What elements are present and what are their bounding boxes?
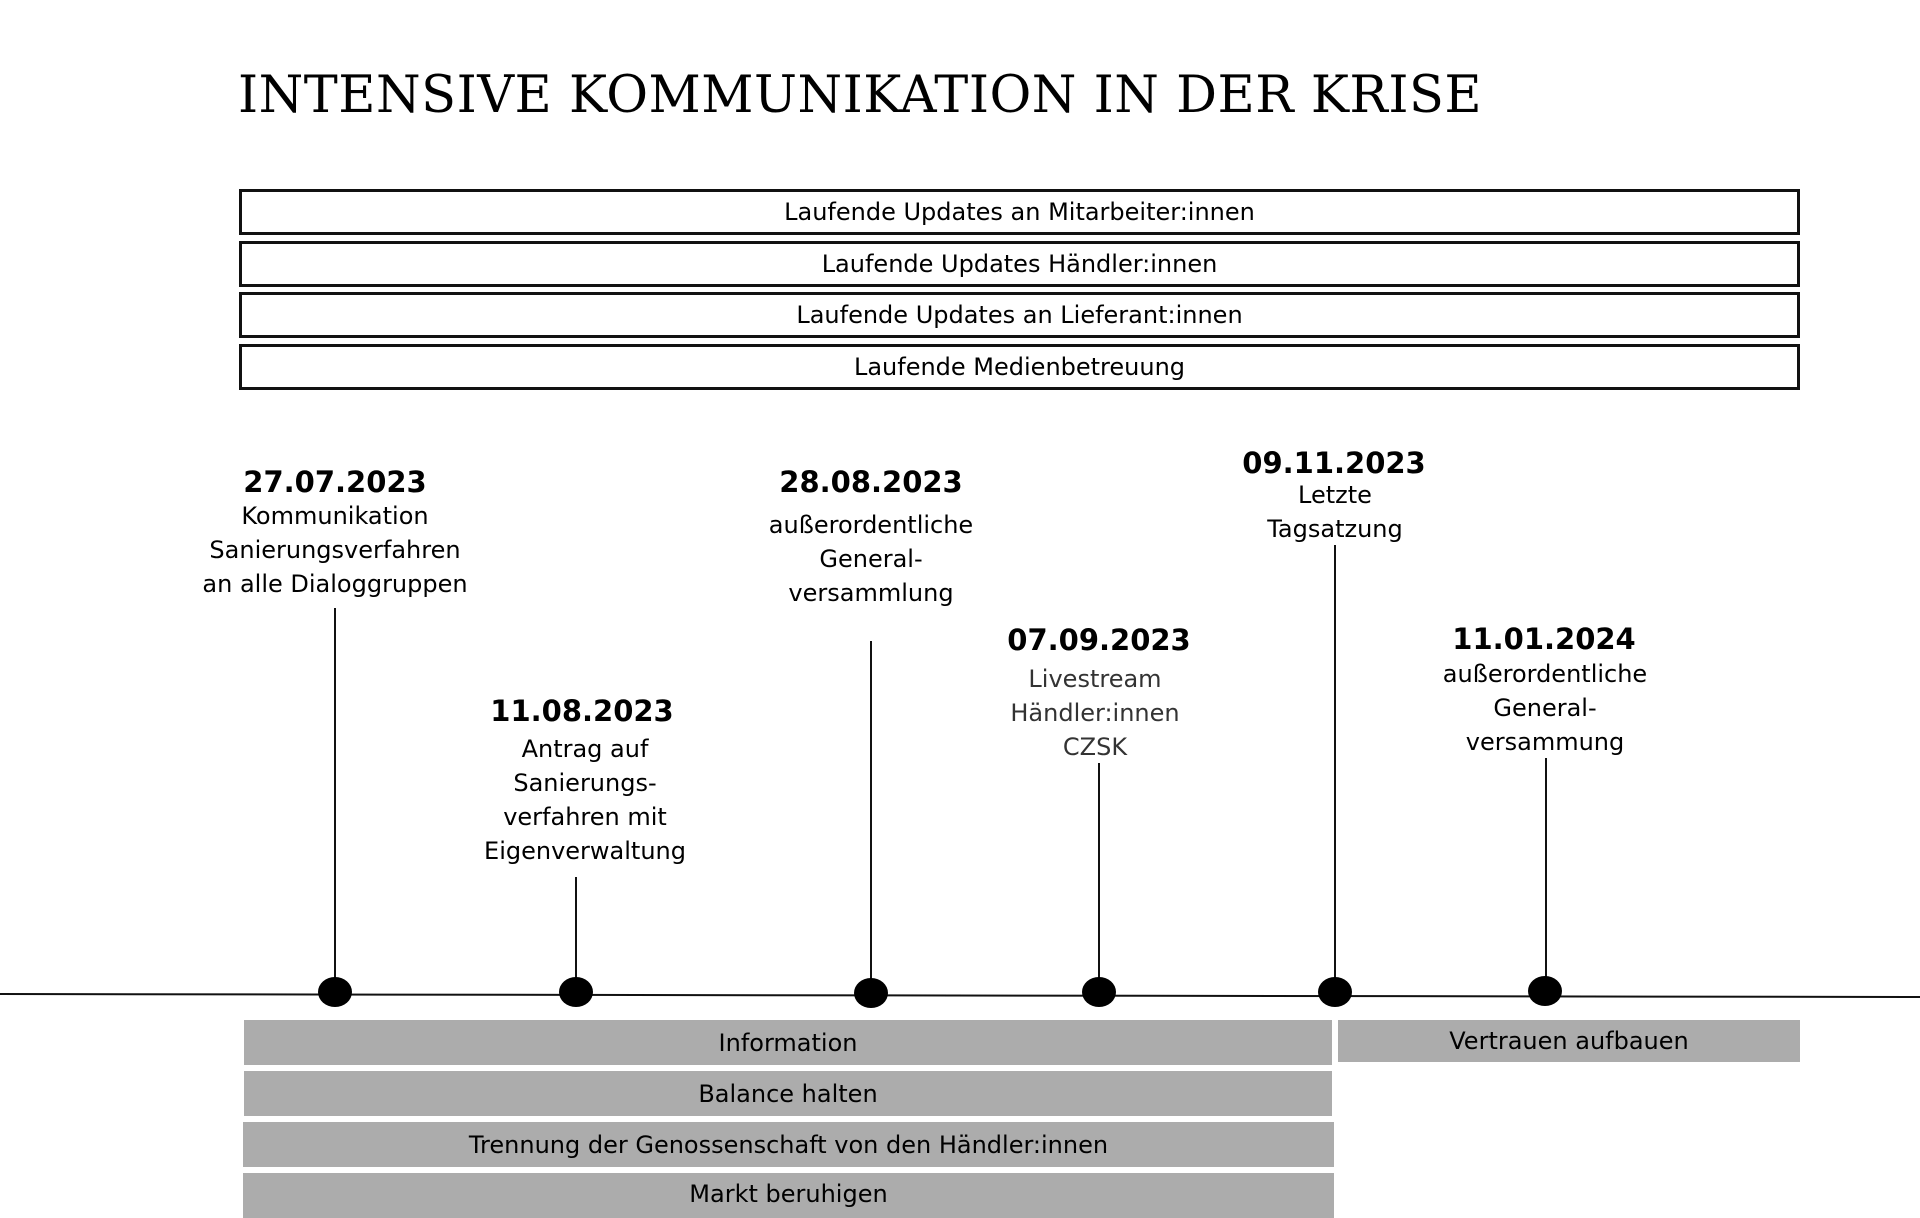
event-marker [1318,977,1352,1007]
page-title: INTENSIVE KOMMUNIKATION IN DER KRISE [238,66,1483,125]
ongoing-bar-employees: Laufende Updates an Mitarbeiter:innen [239,189,1800,235]
event-description: Livestream Händler:innen CZSK [1010,665,1180,761]
event-date: 11.01.2024 [1452,622,1636,656]
event-marker [559,977,593,1007]
goal-bar-separation: Trennung der Genossenschaft von den Händler:innen [243,1122,1334,1167]
event-date: 11.08.2023 [490,694,674,728]
event-stem [334,608,336,992]
event-stem [1098,763,1100,992]
event-stem [1334,545,1336,992]
event-stem [870,641,872,993]
event-date: 09.11.2023 [1242,446,1426,480]
goal-bar-calm-market: Markt beruhigen [243,1173,1334,1218]
event-marker [1528,976,1562,1006]
event-stem [575,877,577,992]
event-description: Letzte Tagsatzung [1267,481,1403,543]
event-stem [1545,758,1547,991]
goal-bar-trust: Vertrauen aufbauen [1338,1020,1800,1062]
event-description: außerordentliche General- versammung [1442,660,1648,756]
event-date: 07.09.2023 [1007,623,1191,657]
ongoing-bar-media: Laufende Medienbetreuung [239,344,1800,390]
event-marker [318,977,352,1007]
event-description: außerordentliche General- versammlung [768,511,974,607]
event-marker [854,978,888,1008]
ongoing-bar-suppliers: Laufende Updates an Lieferant:innen [239,292,1800,338]
event-description: Kommunikation Sanierungsverfahren an alle Dialoggruppen [202,502,468,598]
goal-bar-information: Information [244,1020,1332,1065]
event-date: 28.08.2023 [779,465,963,499]
goal-bar-balance: Balance halten [244,1071,1332,1116]
event-description: Antrag auf Sanierungs- verfahren mit Eigenverwaltung [484,735,686,865]
event-date: 27.07.2023 [243,465,427,499]
ongoing-bar-dealers: Laufende Updates Händler:innen [239,241,1800,287]
event-marker [1082,977,1116,1007]
timeline-line [0,994,1920,997]
